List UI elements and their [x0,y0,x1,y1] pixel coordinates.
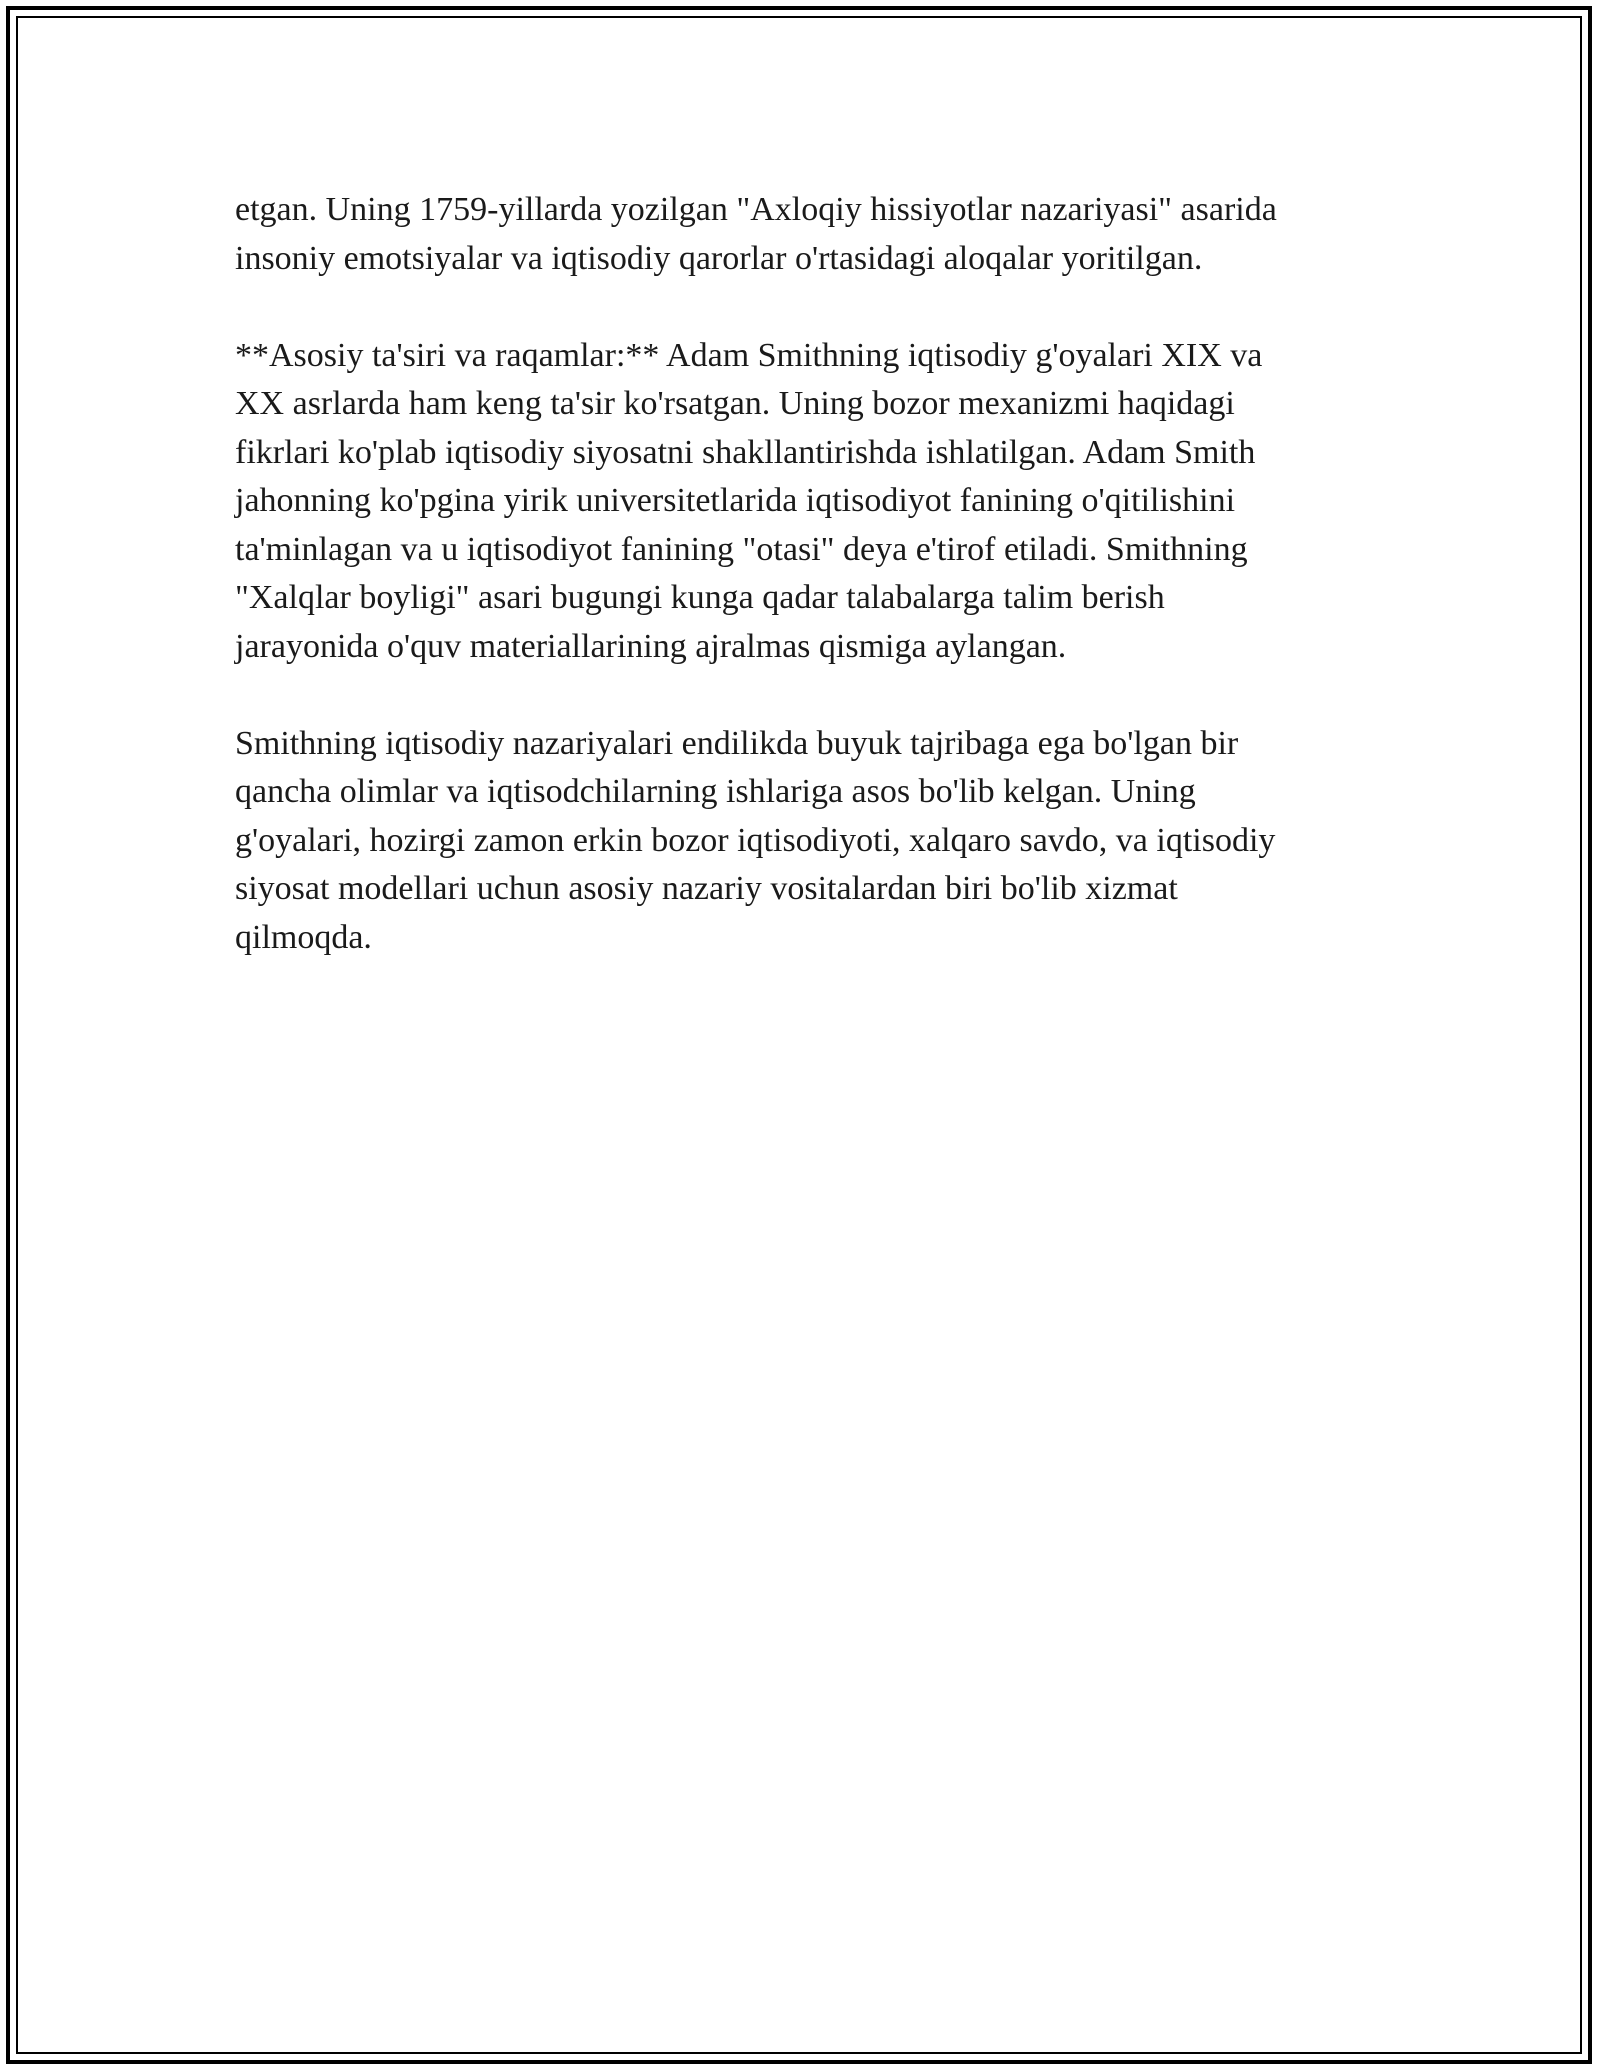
text-line: etgan. Uning 1759-yillarda yozilgan "Axloqiy hissiyotlar nazariyasi" asarida [235,191,1277,228]
text-line: siyosat modellari uchun asosiy nazariy vositalardan biri bo'lib xizmat [235,870,1178,907]
text-line: insoniy emotsiyalar va iqtisodiy qarorlar o'rtasidagi aloqalar yoritilgan. [235,239,1203,277]
text-line: qancha olimlar va iqtisodchilarning ishlariga asos bo'lib kelgan. Uning [235,773,1196,810]
text-line: "Xalqlar boyligi" asari bugungi kunga qadar talabalarga talim berish [235,579,1165,616]
paragraph-2 [235,332,1365,672]
document-body [235,186,1365,1011]
text-line: Smithning iqtisodiy nazariyalari endilikda buyuk tajribaga ega bo'lgan bir [235,724,1239,762]
text-line: fikrlari ko'plab iqtisodiy siyosatni shakllantirishda ishlatilgan. Adam Smith [235,433,1256,471]
paragraph-3 [235,720,1365,963]
text-line: **Asosiy ta'siri va raqamlar:** Adam Smithning iqtisodiy g'oyalari XIX va [235,336,1263,374]
text-line: g'oyalari, hozirgi zamon erkin bozor iqtisodiyoti, xalqaro savdo, va iqtisodiy [235,821,1276,859]
paragraph-1 [235,186,1365,283]
text-line: jarayonida o'quv materiallarining ajralmas qismiga aylangan. [235,627,1067,665]
text-line: ta'minlagan va u iqtisodiyot fanining "otasi" deya e'tirof etiladi. Smithning [235,530,1248,568]
text-line: jahonning ko'pgina yirik universitetlarida iqtisodiyot fanining o'qitilishini [235,482,1236,519]
text-line: qilmoqda. [235,918,372,956]
text-line: XX asrlarda ham keng ta'sir ko'rsatgan. Uning bozor mexanizmi haqidagi [235,385,1235,422]
